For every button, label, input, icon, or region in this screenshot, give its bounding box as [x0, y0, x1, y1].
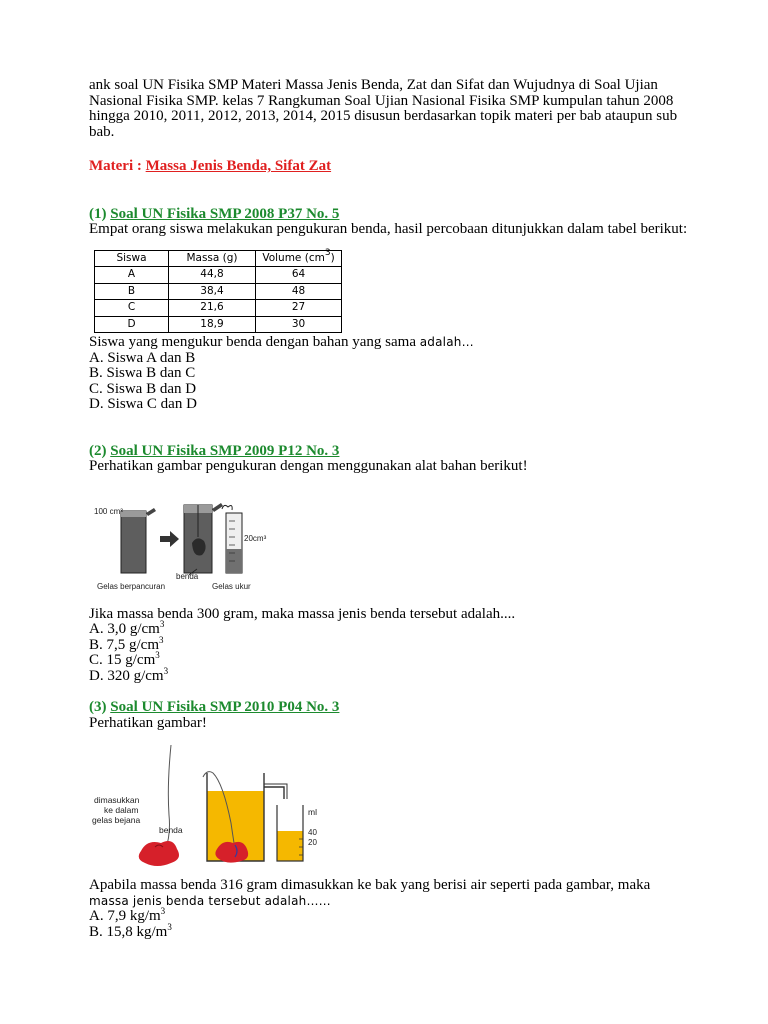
table-cell: 30: [256, 316, 342, 333]
figure-note-line-3: gelas bejana: [92, 815, 141, 825]
figure-ml-label: ml: [308, 807, 317, 817]
question-2-number: (2): [89, 442, 111, 459]
volume-label: Volume (cm: [262, 251, 325, 264]
figure-40-label: 40: [308, 828, 317, 837]
question-1-prompt: [89, 335, 689, 351]
table-row: [95, 300, 342, 317]
question-3-option-a: [89, 906, 689, 925]
option-text: A. 7,9 kg/m: [89, 908, 161, 924]
figure-volume-label-2: 20cm³: [244, 533, 267, 543]
question-1-prompt-text: Siswa yang mengukur benda dengan bahan yang sama: [89, 334, 420, 350]
displacement-vessel-figure: [89, 743, 329, 868]
question-2-option-d: [89, 665, 689, 685]
question-2-heading: [89, 444, 689, 460]
question-3-number: (3): [89, 699, 111, 715]
table-header-row: [95, 250, 342, 267]
question-1-option-c: C. Siswa B dan D: [89, 380, 197, 397]
materi-label: Materi :: [89, 158, 146, 174]
question-1-text: Empat orang siswa melakukan pengukuran benda, hasil percobaan ditunjukkan dalam tabel berikut:: [89, 221, 688, 237]
option-text: C. 15 g/cm: [89, 652, 156, 668]
question-1-heading: [89, 207, 689, 223]
option-text: B. 15,8 kg/m: [89, 923, 168, 940]
question-1-title-link[interactable]: Soal UN Fisika SMP 2008 P37 No. 5: [110, 205, 340, 222]
volume-exponent: 3: [324, 247, 331, 258]
question-1-option-b: B. Siswa B dan C: [89, 365, 196, 381]
question-1-option-a: A. Siswa A dan B: [89, 349, 196, 366]
option-text: D. 320 g/cm: [89, 667, 164, 684]
figure-note-line-2: ke dalam: [104, 805, 139, 815]
question-2-option-a: [89, 619, 689, 638]
question-3-title-link[interactable]: Soal UN Fisika SMP 2010 P04 No. 3: [110, 699, 340, 715]
table-cell: B: [95, 283, 169, 300]
question-2-option-c: [89, 650, 689, 669]
intro-paragraph: ank soal UN Fisika SMP Materi Massa Jenis Benda, Zat dan Sifat dan Wujudnya di Soal Ujian Nasional Fisika SMP. kelas 7 Rangkuman Soal Ujian Nasional Fisika SMP kumpulan tahun 2008 hingga 2010, 2011, 2012, 2013, 2014, 2015 disusun berdasarkan topik materi per bab ataupun sub bab.: [89, 77, 678, 140]
question-2-prompt: Jika massa benda 300 gram, maka massa jenis benda tersebut adalah....: [89, 605, 516, 622]
table-row: [95, 316, 342, 333]
table-cell: 64: [256, 267, 342, 284]
question-3-option-b: [89, 921, 689, 941]
table-cell: A: [95, 267, 169, 284]
option-text: B. 7,5 g/cm: [89, 636, 159, 653]
table-header-massa: Massa (g): [169, 250, 256, 267]
figure-benda-label: benda: [176, 571, 199, 581]
question-2-option-b: [89, 634, 689, 654]
figure-20-label: 20: [308, 838, 317, 847]
table-cell: 18,9: [169, 316, 256, 333]
table-cell: 44,8: [169, 267, 256, 284]
table-cell: 21,6: [169, 300, 256, 317]
figure-gelas-ukur-label: Gelas ukur: [212, 581, 251, 591]
option-exponent: 3: [159, 634, 164, 645]
table-cell: 48: [256, 283, 342, 300]
option-exponent: 3: [159, 619, 165, 629]
table-cell: 27: [256, 300, 342, 317]
volume-close: ): [330, 251, 335, 264]
document-page: [89, 78, 689, 940]
option-text: A. 3,0 g/cm: [89, 621, 160, 637]
question-1-number: (1): [89, 205, 111, 222]
question-1-prompt-tail: adalah…: [419, 335, 474, 349]
option-exponent: 3: [163, 665, 169, 676]
table-row: [95, 283, 342, 300]
table-cell: 38,4: [169, 283, 256, 300]
materi-heading: [89, 159, 689, 175]
question-2-title-link[interactable]: Soal UN Fisika SMP 2009 P12 No. 3: [110, 442, 340, 459]
question-3-text: Perhatikan gambar!: [89, 714, 207, 731]
question-3-heading: [89, 700, 689, 716]
option-exponent: 3: [155, 650, 160, 660]
table-header-siswa: Siswa: [95, 250, 169, 267]
question-1-option-d: D. Siswa C dan D: [89, 396, 197, 412]
figure-note-line-1: dimasukkan: [94, 795, 140, 805]
measurement-table: [94, 247, 342, 334]
table-row: [95, 267, 342, 284]
option-exponent: 3: [160, 906, 166, 916]
overflow-can-figure: [94, 491, 269, 591]
figure-volume-label-1: 100 cm³: [94, 506, 123, 516]
table-header-volume: [256, 247, 342, 267]
option-exponent: 3: [167, 921, 172, 932]
question-3-prompt-line-1: Apabila massa benda 316 gram dimasukkan ke bak yang berisi air seperti pada gambar, maka: [89, 877, 651, 893]
figure-benda-label: benda: [159, 825, 183, 835]
table-cell: D: [95, 316, 169, 333]
figure-gelas-berpancuran-label: Gelas berpancuran: [97, 581, 166, 591]
materi-topic-link[interactable]: Massa Jenis Benda, Sifat Zat: [145, 158, 332, 174]
table-cell: C: [95, 300, 169, 317]
question-3-prompt-line-2: massa jenis benda tersebut adalah……: [89, 893, 331, 908]
question-2-text: Perhatikan gambar pengukuran dengan menggunakan alat bahan berikut!: [89, 458, 528, 474]
